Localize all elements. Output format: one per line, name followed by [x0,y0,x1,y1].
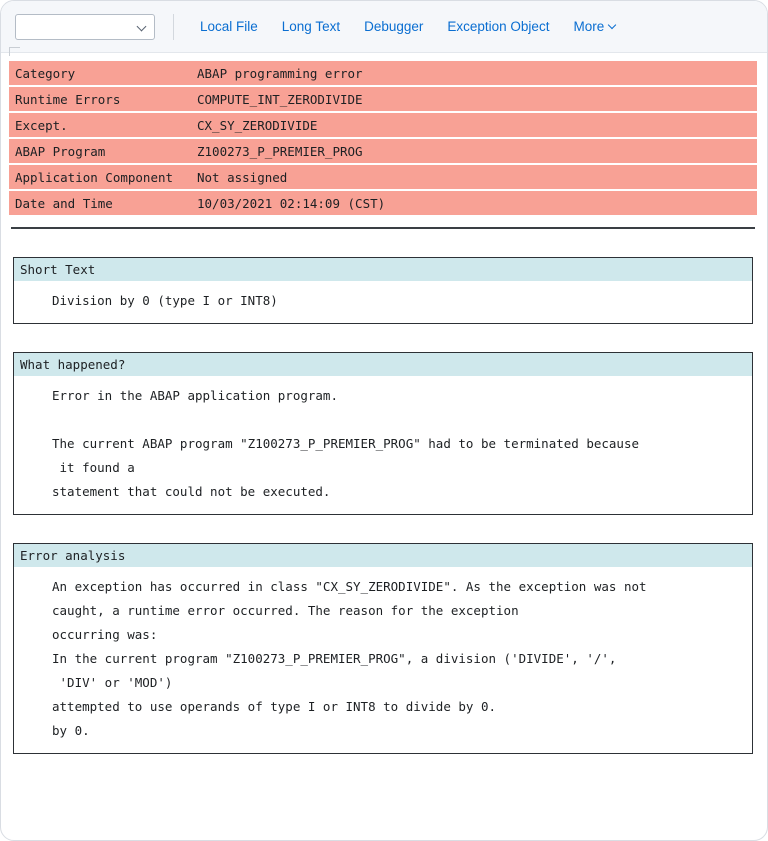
panel-title: Short Text [14,258,752,281]
panel-body [14,567,752,753]
chevron-down-icon [609,22,618,31]
error-summary-body [9,61,757,216]
panel-title: Error analysis [14,544,752,567]
summary-value: COMPUTE_INT_ZERODIVIDE [191,86,757,112]
summary-value: CX_SY_ZERODIVIDE [191,112,757,138]
toolbar [1,1,767,53]
table-row [9,164,757,190]
toolbar-item-label: More [573,19,605,34]
summary-key: ABAP Program [9,138,191,164]
panel-line: occurring was: [52,627,158,642]
panel-line: by 0. [52,723,90,738]
toolbar-item-more[interactable] [561,15,630,38]
panel-line: Error in the ABAP application program. [52,388,338,403]
table-row [9,61,757,86]
toolbar-item-long-text[interactable] [270,15,352,38]
panel-line: The current ABAP program "Z100273_P_PREMIER_PROG" had to be terminated because [52,436,639,451]
summary-key: Runtime Errors [9,86,191,112]
panel-line: caught, a runtime error occurred. The reason for the exception [52,603,519,618]
panel-line: it found a [52,460,135,475]
summary-key: Except. [9,112,191,138]
summary-value: Z100273_P_PREMIER_PROG [191,138,757,164]
panel-line: In the current program "Z100273_P_PREMIER_PROG", a division ('DIVIDE', '/', [52,651,617,666]
panel-line: An exception has occurred in class "CX_SY_ZERODIVIDE". As the exception was not [52,579,647,594]
toolbar-item-local-file[interactable] [188,15,270,38]
summary-key: Category [9,61,191,86]
chevron-down-icon [138,22,148,32]
toolbar-divider [173,14,174,40]
panel-line: Division by 0 (type I or INT8) [52,293,278,308]
panel-what-happened [13,352,753,515]
toolbar-item-label: Exception Object [447,19,550,34]
panel-line: statement that could not be executed. [52,484,331,499]
panel-body [14,376,752,514]
table-row [9,112,757,138]
panel-body [14,281,752,323]
table-row [9,190,757,216]
panel-short-text [13,257,753,324]
panel-line-blank [20,408,746,432]
table-row [9,86,757,112]
summary-key: Application Component [9,164,191,190]
summary-key: Date and Time [9,190,191,216]
view-select[interactable] [15,14,155,40]
main-content [1,61,767,754]
toolbar-item-label: Local File [200,19,258,34]
toolbar-item-exception-object[interactable] [435,15,561,38]
summary-value: 10/03/2021 02:14:09 (CST) [191,190,757,216]
toolbar-item-debugger[interactable] [352,15,435,38]
panel-title: What happened? [14,353,752,376]
table-row [9,138,757,164]
summary-value: ABAP programming error [191,61,757,86]
toolbar-item-label: Long Text [281,19,341,34]
scroll-corner [9,47,20,56]
panel-line: 'DIV' or 'MOD') [52,675,173,690]
error-summary-table [9,61,757,217]
panel-line: attempted to use operands of type I or INT8 to divide by 0. [52,699,497,714]
panel-error-analysis [13,543,753,754]
section-divider [11,227,755,229]
summary-value: Not assigned [191,164,757,190]
toolbar-item-label: Debugger [364,19,424,34]
